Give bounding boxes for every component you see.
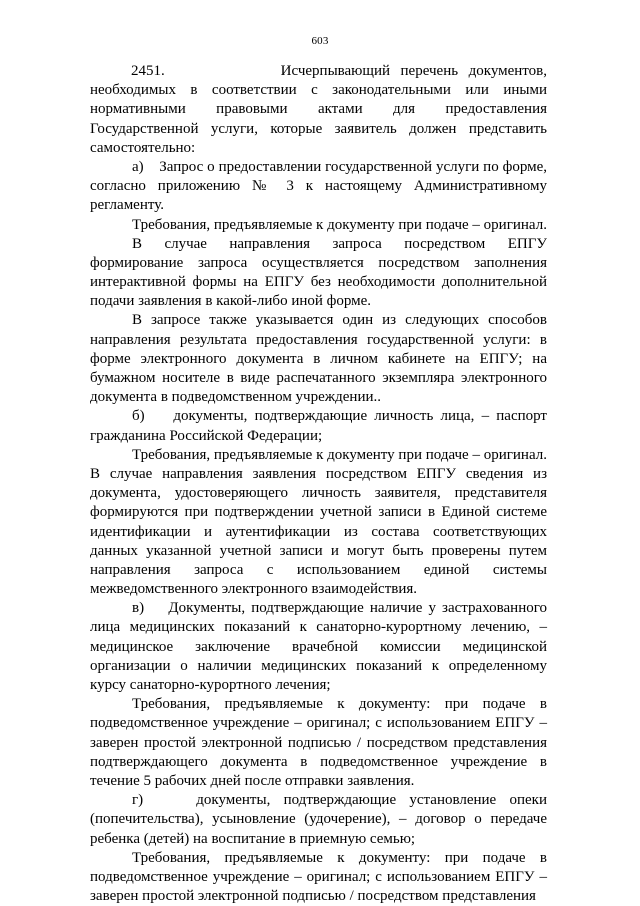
paragraph-result-methods: В запросе также указывается один из следующих способов направления результата предоставления государственной услуги: в форме электронного документа в личном кабинете на ЕПГУ; на бумажном носителе в виде распечатанного экземпляра электронного документа в подведомственном учреждении.. <box>90 312 547 406</box>
paragraph-requirements-b: Требования, предъявляемые к документу при подаче – оригинал. В случае направления заявления посредством ЕПГУ сведения из документа, удостоверяющего личность заявителя, представителя формируются при подтверждении учетной записи в Единой системе идентификации и аутентификации из состава соответствующих данных указанной учетной записи и могут быть проверены путем направления запроса с использованием единой системы межведомственного электронного взаимодействия. <box>90 446 547 598</box>
paragraph-item-b: б) документы, подтверждающие личность лица, – паспорт гражданина Российской Федерации; <box>90 408 547 444</box>
paragraph-item-v: в) Документы, подтверждающие наличие у застрахованного лица медицинских показаний к санаторно-курортному лечению, – медицинское заключение врачебной комиссии медицинской организации о наличии медицинских показаний к определенному курсу санаторно-курортного лечения; <box>90 600 547 693</box>
page-number: 603 <box>311 35 329 47</box>
paragraph-item-a: а) Запрос о предоставлении государственной услуги по форме, согласно приложению № 3 к настоящему Административному регламенту. <box>90 158 547 214</box>
paragraph-requirements-a: Требования, предъявляемые к документу при подаче – оригинал. <box>132 216 547 233</box>
paragraph-requirements-v: Требования, предъявляемые к документу: при подаче в подведомственное учреждение – оригинал; с использованием ЕПГУ – заверен простой электронной подписью / посредством представления подтверждающего документа в подведомственное учреждение в течение 5 рабочих дней после отправки заявления. <box>90 696 547 789</box>
paragraph-requirements-g: Требования, предъявляемые к документу: при подаче в подведомственное учреждение – оригинал; с использованием ЕПГУ – заверен простой электронной подписью / посредством представления <box>90 849 547 905</box>
paragraph-epgu-request: В случае направления запроса посредством ЕПГУ формирование запроса осуществляется посредством заполнения интерактивной формы на ЕПГУ без необходимости дополнительной подачи заявления в какой-либо иной форме. <box>90 235 547 310</box>
paragraph-item-g: г) документы, подтверждающие установление опеки (попечительства), усыновление (удочерение), – договор о передаче ребенка (детей) на воспитание в приемную семью; <box>90 792 547 847</box>
paragraph-2451-intro: 2451. Исчерпывающий перечень документов, необходимых в соответствии с законодательными или иными нормативными правовыми актами для предоставления Государственной услуги, которые заявитель должен представить самостоятельно: <box>90 63 547 156</box>
document-body <box>90 62 547 906</box>
